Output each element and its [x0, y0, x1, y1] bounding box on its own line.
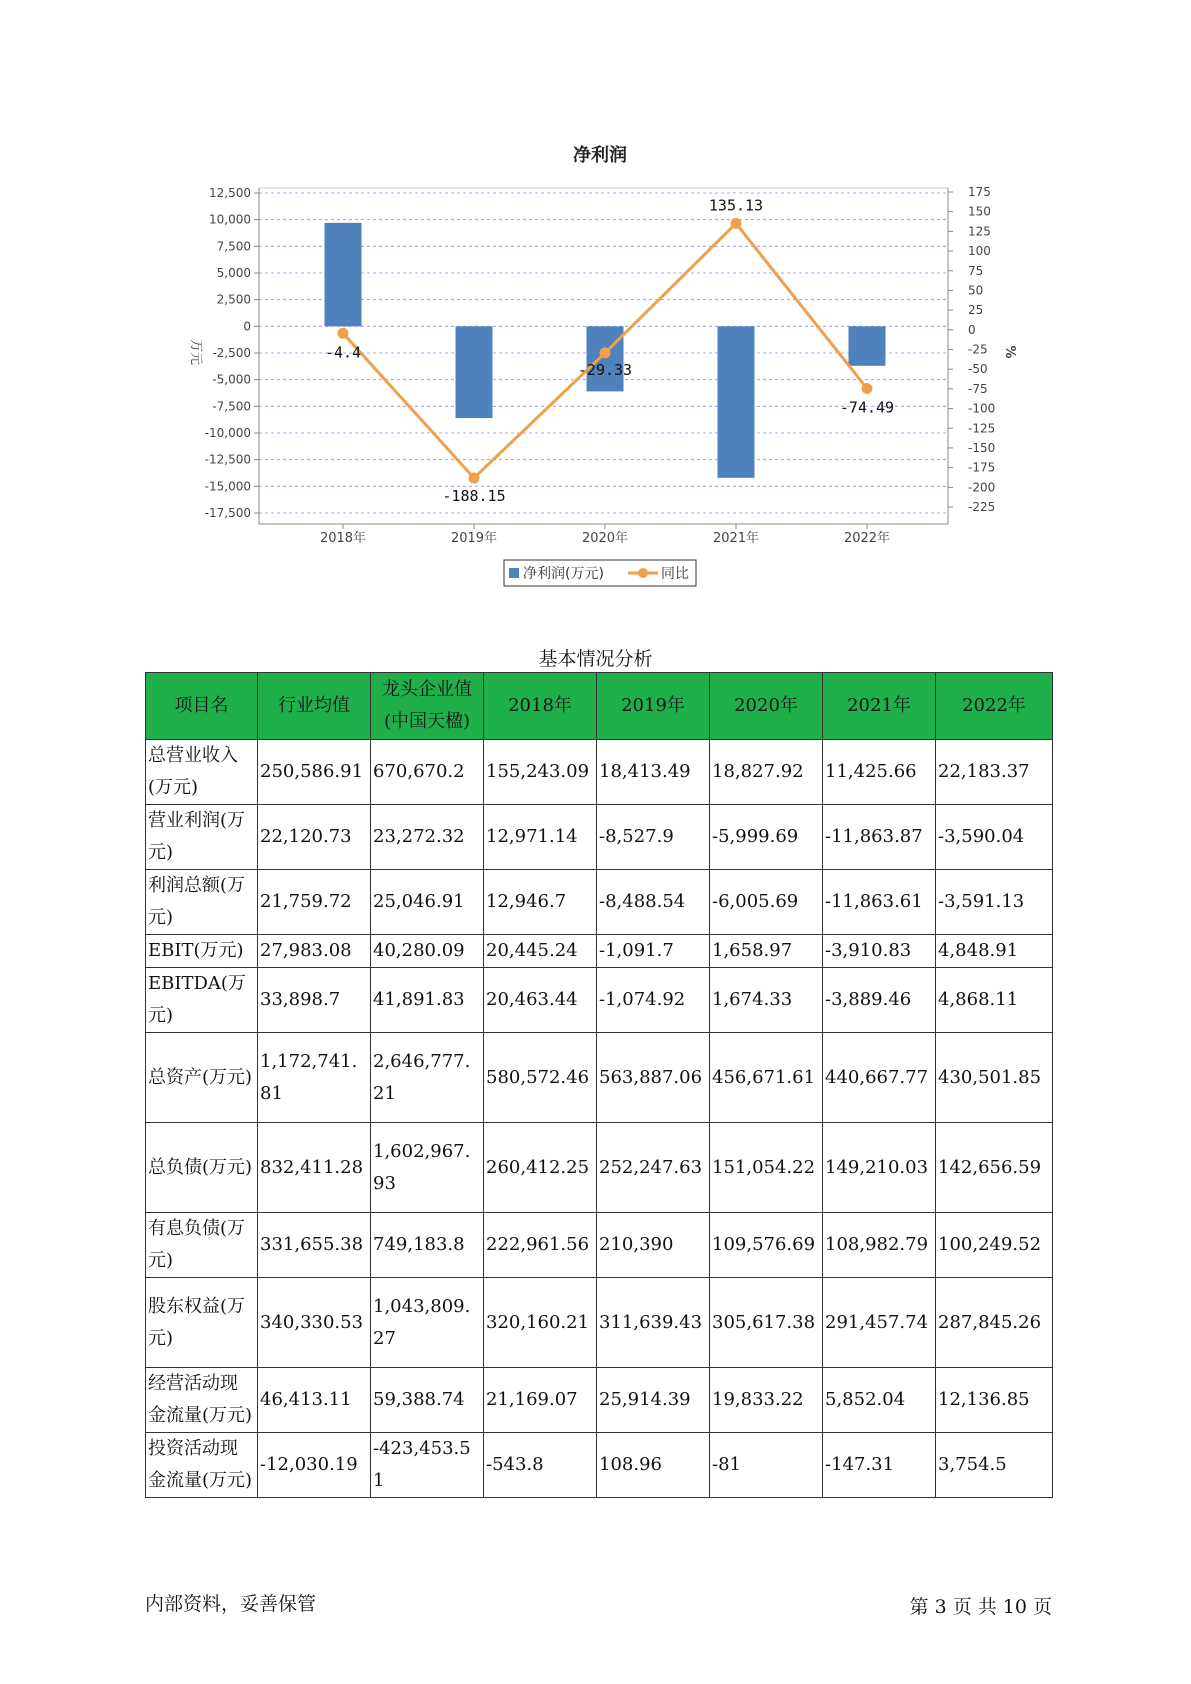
table-cell: -3,590.04: [936, 805, 1053, 870]
legend-bar-swatch: [509, 568, 519, 578]
bar: [587, 326, 624, 391]
left-tick-label: 10,000: [209, 212, 251, 227]
yoy-data-label: -4.4: [324, 343, 362, 362]
table-cell: -3,591.13: [936, 870, 1053, 935]
table-cell: 142,656.59: [936, 1123, 1053, 1213]
table-cell: 287,845.26: [936, 1278, 1053, 1368]
table-cell: 1,602,967.93: [371, 1123, 484, 1213]
right-tick-label: -25: [968, 342, 988, 357]
x-tick-label: 2019年: [450, 531, 498, 546]
right-tick-label: -225: [968, 500, 996, 514]
row-label: 有息负债(万元): [146, 1213, 258, 1278]
table-cell: 40,280.09: [371, 935, 484, 968]
row-label: EBIT(万元): [146, 935, 258, 968]
yoy-point: [862, 383, 873, 394]
right-tick-label: 75: [968, 263, 984, 278]
table-cell: 20,445.24: [484, 935, 597, 968]
row-label: EBITDA(万元): [146, 968, 258, 1033]
row-label: 经营活动现金流量(万元): [146, 1368, 258, 1433]
table-cell: 108,982.79: [823, 1213, 936, 1278]
right-tick-label: -175: [968, 460, 996, 475]
table-cell: 210,390: [597, 1213, 710, 1278]
table-cell: 1,674.33: [710, 968, 823, 1033]
table-cell: 20,463.44: [484, 968, 597, 1033]
left-tick-label: -2,500: [212, 346, 251, 360]
table-cell: 18,413.49: [597, 740, 710, 805]
table-cell: 305,617.38: [710, 1278, 823, 1368]
table-cell: 151,054.22: [710, 1123, 823, 1213]
table-cell: 1,658.97: [710, 935, 823, 968]
table-cell: -3,910.83: [823, 935, 936, 968]
right-tick-label: 25: [968, 303, 984, 318]
table-cell: 250,586.91: [258, 740, 371, 805]
table-cell: 12,136.85: [936, 1368, 1053, 1433]
basic-analysis-table: [145, 672, 1053, 1498]
chart-title: 净利润: [573, 145, 627, 166]
table-row: [146, 870, 1053, 935]
yoy-data-label: -74.49: [839, 398, 895, 417]
table-row: [146, 1433, 1053, 1498]
header-cell: 2021年: [823, 673, 936, 740]
table-cell: 25,914.39: [597, 1368, 710, 1433]
table-cell: -5,999.69: [710, 805, 823, 870]
table-cell: 149,210.03: [823, 1123, 936, 1213]
table-row: [146, 1213, 1053, 1278]
left-tick-label: 5,000: [216, 266, 251, 280]
table-cell: -6,005.69: [710, 870, 823, 935]
table-body: [146, 740, 1053, 1498]
table-cell: 1,172,741.81: [258, 1033, 371, 1123]
table-cell: -8,527.9: [597, 805, 710, 870]
right-tick-label: -75: [968, 381, 988, 396]
table-cell: 41,891.83: [371, 968, 484, 1033]
right-tick-label: 0: [968, 322, 976, 337]
legend-line-marker: [638, 568, 648, 578]
right-tick-label: -125: [968, 421, 996, 436]
table-cell: 21,759.72: [258, 870, 371, 935]
table-cell: 291,457.74: [823, 1278, 936, 1368]
table-cell: 12,946.7: [484, 870, 597, 935]
table-cell: 563,887.06: [597, 1033, 710, 1123]
table-cell: -1,074.92: [597, 968, 710, 1033]
table-cell: 19,833.22: [710, 1368, 823, 1433]
left-tick-label: 2,500: [216, 292, 251, 307]
yoy-point: [469, 472, 480, 483]
row-label: 营业利润(万元): [146, 805, 258, 870]
table-cell: 430,501.85: [936, 1033, 1053, 1123]
right-tick-label: -100: [968, 401, 996, 416]
right-tick-label: 125: [968, 224, 991, 239]
x-tick-label: 2021年: [712, 531, 760, 546]
table-row: [146, 1368, 1053, 1433]
table-cell: 252,247.63: [597, 1123, 710, 1213]
table-cell: 23,272.32: [371, 805, 484, 870]
table-cell: 456,671.61: [710, 1033, 823, 1123]
header-cell: 项目名: [146, 673, 258, 740]
header-cell: 2019年: [597, 673, 710, 740]
table-cell: 155,243.09: [484, 740, 597, 805]
table-cell: 22,120.73: [258, 805, 371, 870]
table-cell: 22,183.37: [936, 740, 1053, 805]
yoy-data-label: -188.15: [442, 486, 506, 505]
header-cell: 龙头企业值(中国天楹): [371, 673, 484, 740]
table-cell: 108.96: [597, 1433, 710, 1498]
table-cell: 4,868.11: [936, 968, 1053, 1033]
yoy-data-label: 135.13: [708, 196, 764, 215]
table-cell: 2,646,777.21: [371, 1033, 484, 1123]
table-cell: 46,413.11: [258, 1368, 371, 1433]
header-cell: 行业均值: [258, 673, 371, 740]
table-row: [146, 805, 1053, 870]
right-tick-label: -150: [968, 440, 996, 455]
table-cell: 331,655.38: [258, 1213, 371, 1278]
header-cell: 2022年: [936, 673, 1053, 740]
right-axis-title: %: [1002, 345, 1017, 359]
table-cell: -1,091.7: [597, 935, 710, 968]
table-cell: 21,169.07: [484, 1368, 597, 1433]
bar: [456, 326, 493, 418]
table-cell: -423,453.51: [371, 1433, 484, 1498]
left-tick-label: -5,000: [212, 372, 251, 387]
left-tick-label: 0: [243, 319, 251, 334]
table-cell: 100,249.52: [936, 1213, 1053, 1278]
bar: [718, 326, 755, 477]
footer-confidential: 内部资料，妥善保管: [145, 1593, 317, 1615]
chart-svg: [0, 0, 1191, 600]
table-cell: -11,863.61: [823, 870, 936, 935]
left-tick-label: -10,000: [204, 426, 251, 440]
left-axis-title: 万元: [188, 338, 203, 366]
bar: [849, 326, 886, 365]
table-cell: 25,046.91: [371, 870, 484, 935]
header-cell: 2020年: [710, 673, 823, 740]
table-cell: -12,030.19: [258, 1433, 371, 1498]
table-cell: 11,425.66: [823, 740, 936, 805]
table-header-row: [146, 673, 1053, 740]
yoy-data-label: -29.33: [577, 360, 633, 379]
x-tick-label: 2022年: [843, 531, 891, 546]
table-cell: 18,827.92: [710, 740, 823, 805]
left-tick-label: 7,500: [216, 239, 251, 254]
table-cell: 222,961.56: [484, 1213, 597, 1278]
table-cell: 12,971.14: [484, 805, 597, 870]
yoy-point: [600, 347, 611, 358]
table-cell: 440,667.77: [823, 1033, 936, 1123]
table-cell: 5,852.04: [823, 1368, 936, 1433]
table-cell: 260,412.25: [484, 1123, 597, 1213]
row-label: 总负债(万元): [146, 1123, 258, 1213]
right-tick-label: 50: [968, 283, 984, 298]
right-tick-label: 175: [968, 185, 991, 199]
bar: [325, 223, 362, 326]
legend-line-label: 同比: [661, 566, 689, 582]
x-tick-label: 2018年: [319, 531, 367, 546]
row-label: 总资产(万元): [146, 1033, 258, 1123]
left-tick-label: -12,500: [204, 452, 251, 467]
table-cell: 4,848.91: [936, 935, 1053, 968]
yoy-point: [731, 218, 742, 229]
table-cell: 320,160.21: [484, 1278, 597, 1368]
table-cell: 749,183.8: [371, 1213, 484, 1278]
left-tick-label: -17,500: [204, 506, 251, 520]
table-cell: 3,754.5: [936, 1433, 1053, 1498]
table-title: 基本情况分析: [538, 648, 653, 670]
right-tick-label: -200: [968, 480, 996, 495]
right-tick-label: 100: [968, 244, 991, 259]
table-cell: -81: [710, 1433, 823, 1498]
table-cell: 33,898.7: [258, 968, 371, 1033]
row-label: 利润总额(万元): [146, 870, 258, 935]
table-cell: 59,388.74: [371, 1368, 484, 1433]
yoy-point: [338, 328, 349, 339]
table-cell: -147.31: [823, 1433, 936, 1498]
x-tick-label: 2020年: [581, 531, 629, 546]
left-tick-label: -7,500: [212, 399, 251, 414]
net-profit-chart: [0, 0, 1191, 600]
row-label: 股东权益(万元): [146, 1278, 258, 1368]
table-cell: 832,411.28: [258, 1123, 371, 1213]
table-row: [146, 1278, 1053, 1368]
table-cell: -11,863.87: [823, 805, 936, 870]
row-label: 投资活动现金流量(万元): [146, 1433, 258, 1498]
table-cell: 109,576.69: [710, 1213, 823, 1278]
footer-page-number: 第 3 页 共 10 页: [909, 1596, 1052, 1618]
table-cell: 340,330.53: [258, 1278, 371, 1368]
table-cell: -3,889.46: [823, 968, 936, 1033]
table-row: [146, 1033, 1053, 1123]
right-tick-label: -50: [968, 362, 988, 377]
table-cell: -8,488.54: [597, 870, 710, 935]
right-tick-label: 150: [968, 204, 991, 219]
table-row: [146, 935, 1053, 968]
table-cell: 311,639.43: [597, 1278, 710, 1368]
table-cell: 27,983.08: [258, 935, 371, 968]
header-cell: 2018年: [484, 673, 597, 740]
table-cell: 670,670.2: [371, 740, 484, 805]
left-tick-label: 12,500: [209, 186, 251, 200]
row-label: 总营业收入(万元): [146, 740, 258, 805]
table-row: [146, 740, 1053, 805]
table-row: [146, 968, 1053, 1033]
table-cell: 580,572.46: [484, 1033, 597, 1123]
table-row: [146, 1123, 1053, 1213]
table-cell: -543.8: [484, 1433, 597, 1498]
table-cell: 1,043,809.27: [371, 1278, 484, 1368]
left-tick-label: -15,000: [204, 479, 251, 494]
legend-bar-label: 净利润(万元): [523, 566, 604, 582]
